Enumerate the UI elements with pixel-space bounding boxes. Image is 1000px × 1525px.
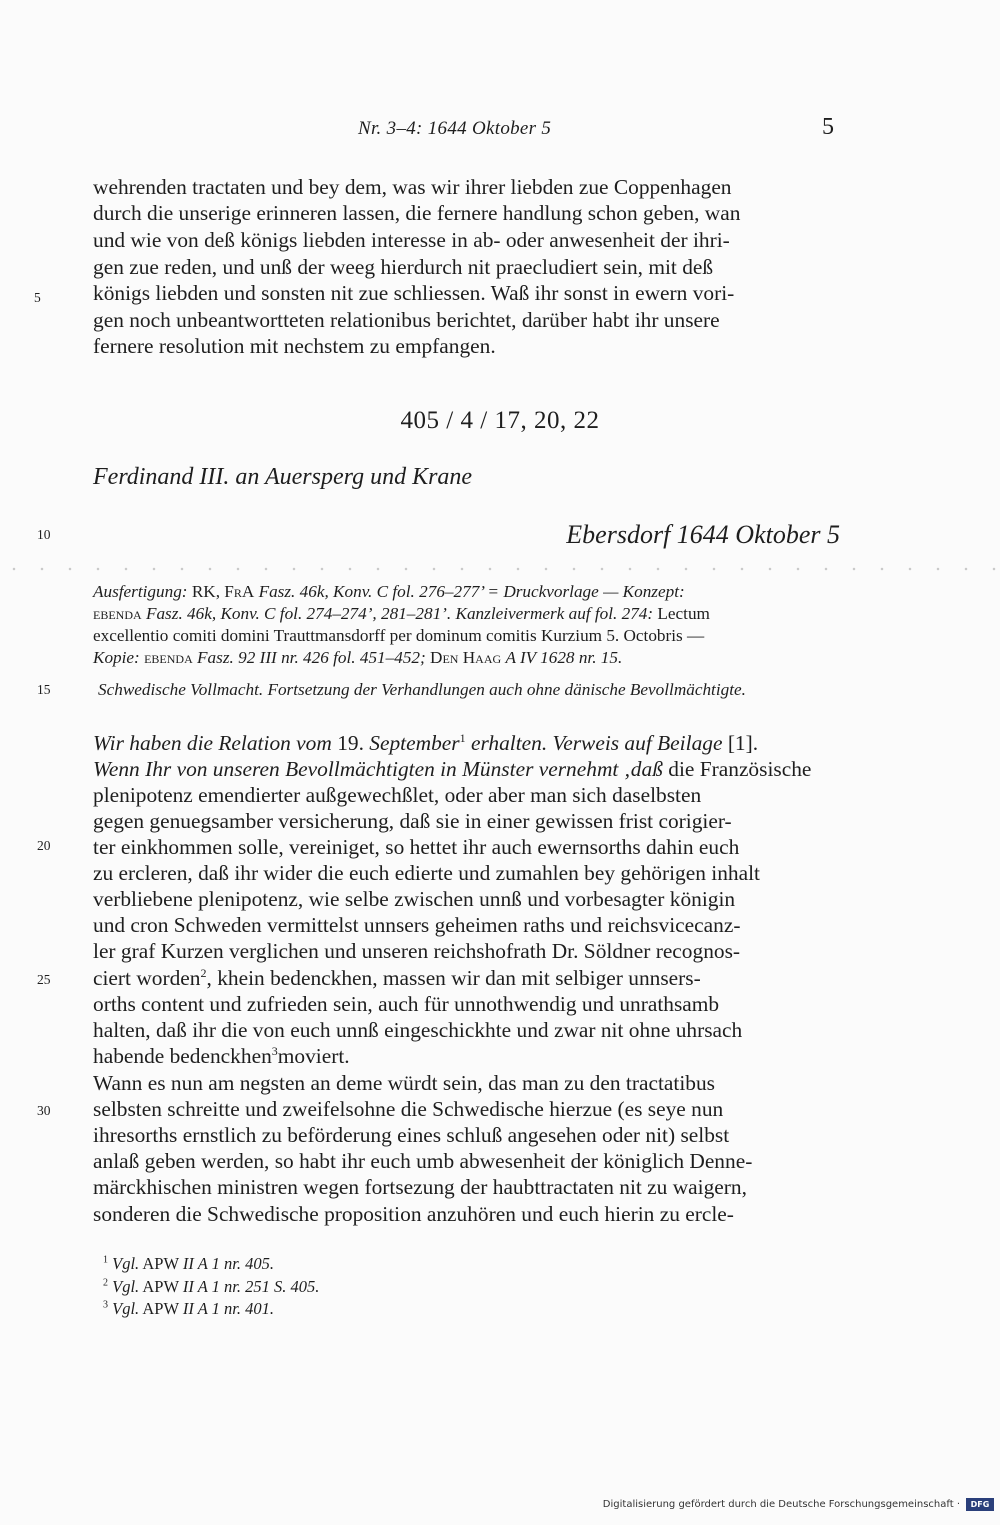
footnote-ref-rest: II A 1 nr. 401. bbox=[182, 1299, 274, 1318]
text-line: ihresorths ernstlich zu beförderung eines schluß angesehen oder nit) selbst bbox=[93, 1123, 730, 1147]
text-line: gen zue reden, und unß der weeg hierdurch nit praecludiert sein, mit deß bbox=[93, 255, 714, 279]
dotted-separator bbox=[0, 565, 1000, 573]
regest: Schwedische Vollmacht. Fortsetzung der Verhandlungen auch ohne dänische Bevollmächtigte. bbox=[98, 680, 746, 699]
footnote-vgl: Vgl. bbox=[112, 1254, 140, 1273]
footnote-ref-rest: II A 1 nr. 405. bbox=[182, 1254, 274, 1273]
edition-label: Kopie: bbox=[93, 648, 140, 667]
footnote-ref[interactable]: 2 bbox=[200, 966, 207, 980]
footnote-ref-text: APW bbox=[142, 1299, 179, 1318]
edition-archive: ebenda bbox=[93, 604, 142, 623]
footnote bbox=[103, 1277, 319, 1297]
text-line: gen noch unbeantwortteten relationibus berichtet, darüber habt ihr unsere bbox=[93, 308, 720, 332]
text-roman: ciert worden bbox=[93, 966, 201, 990]
text-line: märckhischen ministren wegen fortsezung der haubttractaten nit zu waigern, bbox=[93, 1175, 747, 1199]
text-line: ter einkhommen solle, vereiniget, so hettet ihr auch ewernsorths dahin euch bbox=[93, 835, 740, 859]
running-title: Nr. 3–4: 1644 Oktober 5 bbox=[358, 118, 552, 139]
text-line: sonderen die Schwedische proposition anzuhören und euch hierin zu ercle- bbox=[93, 1202, 734, 1226]
edition-ref: Fasz. 46k, Konv. C fol. 276–277’ = Druckvorlage — Konzept: bbox=[258, 582, 685, 601]
text-line: wehrenden tractaten und bey dem, was wir ihrer liebden zue Coppenhagen bbox=[93, 175, 732, 199]
text-roman: [1]. bbox=[727, 731, 759, 756]
footnote bbox=[103, 1254, 274, 1274]
edition-line bbox=[93, 648, 840, 668]
edition-label: Ausfertigung: bbox=[93, 582, 188, 601]
footnote-number: 2 bbox=[103, 1277, 108, 1289]
text-line: plenipotenz emendierter außgewechßlet, oder aber man sich daselbsten bbox=[93, 783, 702, 807]
text-roman: die Französische bbox=[668, 757, 812, 781]
edition-archive: ebenda bbox=[144, 648, 193, 667]
footnote-vgl: Vgl. bbox=[112, 1299, 140, 1318]
text-line: durch die unserige erinneren lassen, die fernere handlung schon geben, wan bbox=[93, 201, 741, 225]
digitization-credit: Digitalisierung gefördert durch die Deutsche Forschungsgemeinschaft · bbox=[602, 1499, 960, 1510]
footnote-ref[interactable]: 1 bbox=[459, 731, 466, 745]
page-number: 5 bbox=[822, 114, 834, 140]
text-line: zu ercleren, daß ihr wider die euch edierte und zumahlen bey gehörigen inhalt bbox=[93, 861, 760, 885]
line-number: 10 bbox=[37, 527, 51, 542]
edition-ref: Fasz. 46k, Konv. C fol. 274–274’, 281–281’. Kanzleivermerk auf fol. 274: bbox=[145, 604, 654, 623]
text-line bbox=[93, 731, 840, 756]
line-number: 20 bbox=[37, 838, 51, 853]
edition-archive: Den Haag bbox=[430, 648, 502, 667]
text-line: und cron Schweden vermittelst unnsers geheimen raths und reichsvicecanz- bbox=[93, 913, 741, 937]
edition-ref: A IV 1628 nr. 15. bbox=[505, 648, 623, 667]
footnote-ref-rest: II A 1 nr. 251 S. 405. bbox=[182, 1277, 320, 1296]
line-number: 30 bbox=[37, 1103, 51, 1118]
footnote-number: 3 bbox=[103, 1299, 108, 1311]
edition-line: excellentio comiti domini Trauttmansdorff per dominum comitis Kurzium 5. Octobris — bbox=[93, 626, 705, 645]
edition-line bbox=[93, 582, 840, 602]
footnote-number: 1 bbox=[103, 1254, 108, 1266]
footnote-ref-text: APW bbox=[142, 1254, 179, 1273]
text-italic: Wir haben die Relation vom bbox=[93, 731, 332, 756]
footnote-ref[interactable]: 3 bbox=[271, 1044, 278, 1058]
text-roman: , khein bedenckhen, massen wir dan mit selbiger unnsers- bbox=[206, 966, 701, 990]
text-italic: erhalten. Verweis auf Beilage bbox=[470, 731, 723, 756]
edition-ref: Fasz. 92 III nr. 426 fol. 451–452; bbox=[197, 648, 426, 667]
text-line: fernere resolution mit nechstem zu empfangen. bbox=[93, 334, 496, 358]
dfg-logo-icon: DFG bbox=[966, 1498, 994, 1511]
footer bbox=[0, 1493, 1000, 1525]
text-roman: habende bedenckhen bbox=[93, 1044, 272, 1068]
edition-archive: RK, FrA bbox=[191, 582, 255, 601]
text-line: selbsten schreitte und zweifelsohne die Schwedische hierzue (es seye nun bbox=[93, 1097, 724, 1121]
document-title: Ferdinand III. an Auersperg und Krane bbox=[93, 464, 473, 490]
line-number: 25 bbox=[37, 972, 51, 987]
edition-line bbox=[93, 604, 840, 624]
text-line: halten, daß ihr die von euch unnß eingeschickhte und zwar nit ohne uhrsach bbox=[93, 1018, 743, 1042]
text-line: Wann es nun am negsten an deme würdt sein, das man zu den tractatibus bbox=[93, 1071, 715, 1095]
footnote bbox=[103, 1299, 274, 1319]
text-line: ler graf Kurzen verglichen und unseren reichshofrath Dr. Söldner recognos- bbox=[93, 939, 741, 963]
footnote-vgl: Vgl. bbox=[112, 1277, 140, 1296]
text-line bbox=[93, 966, 840, 991]
text-roman: 19. bbox=[337, 731, 364, 756]
text-line bbox=[93, 1044, 840, 1069]
text-line: verbliebene plenipotenz, wie selbe zwischen unnß und vorbesagter königin bbox=[93, 887, 736, 911]
text-line: orths content und zufrieden sein, auch für unnothwendig und unrathsamb bbox=[93, 992, 720, 1016]
text-line: königs liebden und sonsten nit zue schliessen. Waß ihr sonst in ewern vori- bbox=[93, 281, 735, 305]
text-line: anlaß geben werden, so habt ihr euch umb abwesenheit der königlich Denne- bbox=[93, 1149, 753, 1173]
text-line: gegen genuegsamber versicherung, daß sie in einer gewissen frist corigier- bbox=[93, 809, 732, 833]
line-number: 15 bbox=[37, 682, 51, 697]
text-line: und wie von deß königs liebden interesse in ab- oder anwesenheit der ihri- bbox=[93, 228, 730, 252]
text-italic: Wenn Ihr von unseren Bevollmächtigten in Münster vernehmt ‚daß bbox=[93, 757, 663, 781]
edition-text: Lectum bbox=[657, 604, 710, 623]
text-roman: moviert. bbox=[277, 1044, 350, 1068]
document-number: 405 / 4 / 17, 20, 22 bbox=[400, 407, 600, 434]
line-number: 5 bbox=[34, 290, 41, 305]
running-header bbox=[0, 116, 1000, 146]
text-italic: September bbox=[369, 731, 460, 756]
document-place-date: Ebersdorf 1644 Oktober 5 bbox=[566, 520, 840, 549]
footnote-ref-text: APW bbox=[142, 1277, 179, 1296]
text-line bbox=[93, 757, 840, 782]
